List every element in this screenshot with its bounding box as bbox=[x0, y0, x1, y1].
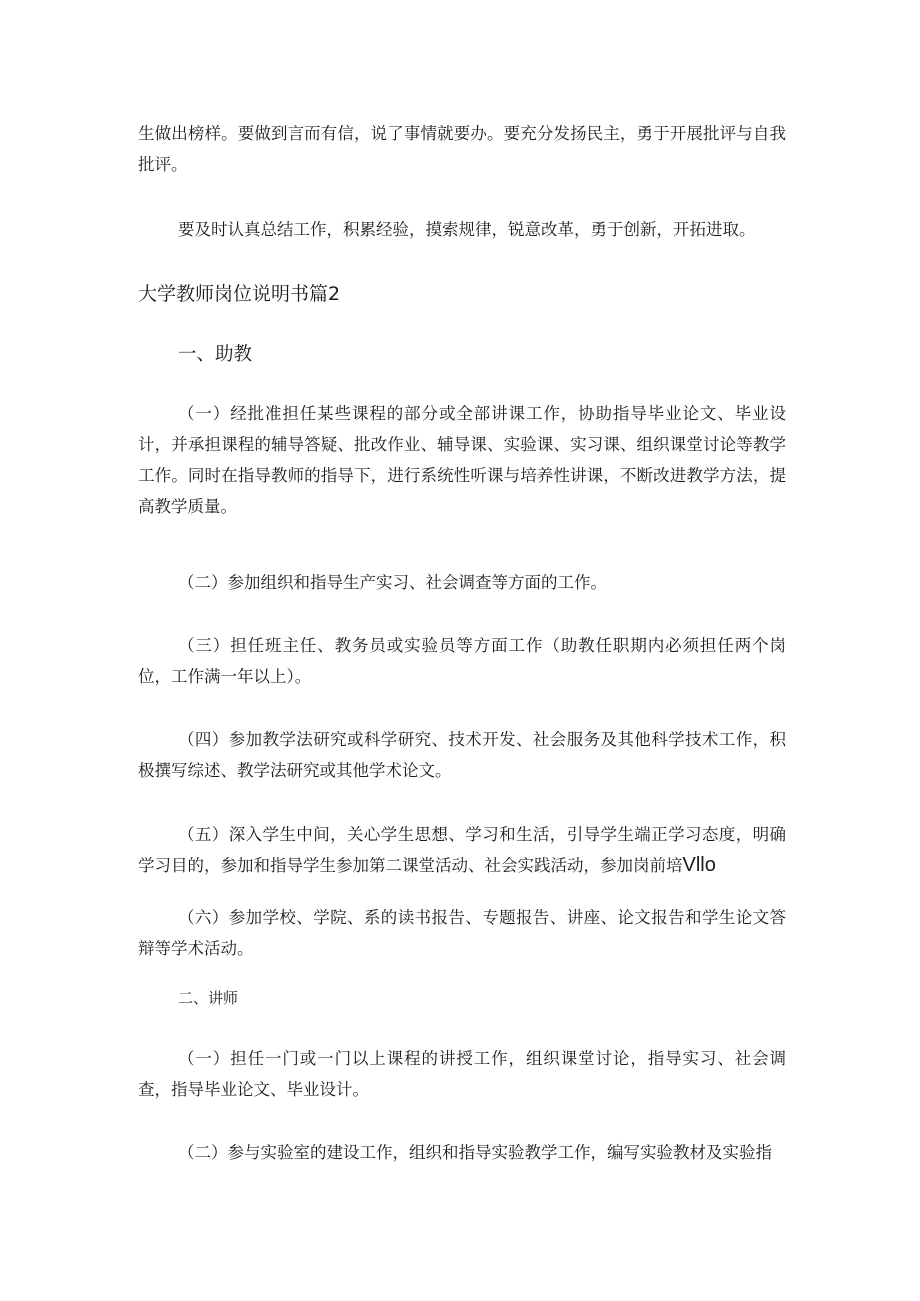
assistant-item-3: （三）担任班主任、教务员或实验员等方面工作（助教任职期内必须担任两个岗位，工作满一年以上）。 bbox=[138, 636, 786, 686]
heading-lecturer: 二、讲师 bbox=[178, 989, 239, 1007]
paragraph-summary: 要及时认真总结工作，积累经验，摸索规律，锐意改革，勇于创新，开拓进取。 bbox=[178, 220, 756, 239]
assistant-item-5 bbox=[138, 819, 786, 881]
section-title bbox=[138, 279, 786, 309]
lecturer-item-1: （一）担任一门或一门以上课程的讲授工作，组织课堂讨论，指导实习、社会调查，指导毕业论文、毕业设计。 bbox=[138, 1049, 786, 1099]
assistant-item-5-text: （五）深入学生中间，关心学生思想、学习和生活，引导学生端正学习态度，明确学习目的，参加和指导学生参加第二课堂活动、社会实践活动，参加岗前培 bbox=[138, 825, 786, 875]
heading-assistant: 一、助教 bbox=[178, 344, 253, 365]
assistant-item-6: （六）参加学校、学院、系的读书报告、专题报告、讲座、论文报告和学生论文答辩等学术活动。 bbox=[138, 908, 786, 958]
assistant-item-2: （二）参加组织和指导生产实习、社会调查等方面的工作。 bbox=[178, 573, 607, 592]
section-title-number: 2 bbox=[328, 283, 341, 305]
paragraph-continuation: 生做出榜样。要做到言而有信，说了事情就要办。要充分发扬民主，勇于开展批评与自我批评。 bbox=[138, 124, 786, 174]
section-title-text: 大学教师岗位说明书篇 bbox=[138, 283, 329, 305]
assistant-item-5-suffix: Vllo bbox=[682, 854, 716, 876]
assistant-item-1: （一）经批准担任某些课程的部分或全部讲课工作，协助指导毕业论文、毕业设计，并承担课程的辅导答疑、批改作业、辅导课、实验课、实习课、组织课堂讨论等教学工作。同时在指导教师的指导下，进行系统性听课与培养性讲课，不断改进教学方法，提高教学质量。 bbox=[138, 404, 786, 516]
lecturer-item-2: （二）参与实验室的建设工作，组织和指导实验教学工作，编写实验教材及实验指 bbox=[178, 1143, 772, 1162]
assistant-item-4: （四）参加教学法研究或科学研究、技术开发、社会服务及其他科学技术工作，积极撰写综述、教学法研究或其他学术论文。 bbox=[138, 730, 786, 780]
